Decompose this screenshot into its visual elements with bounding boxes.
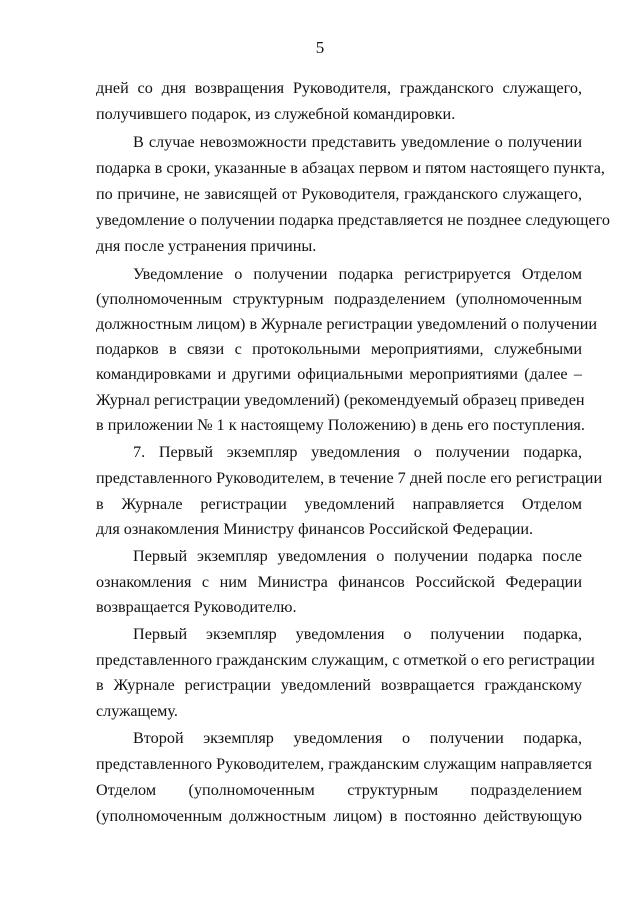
paragraph-6-line-1: Первый экземпляр уведомления о получении подарка, xyxy=(133,625,582,643)
paragraph-4-line-1: 7. Первый экземпляр уведомления о получении подарка, xyxy=(133,443,582,461)
paragraph-3-line-4: подарков в связи с протокольными мероприятиями, служебными xyxy=(96,340,582,358)
paragraph-3-line-6: Журнал регистрации уведомлений) (рекомендуемый образец приведен xyxy=(96,391,585,409)
paragraph-3-line-2: (уполномоченным структурным подразделением (уполномоченным xyxy=(96,290,582,308)
paragraph-6-line-3: в Журнале регистрации уведомлений возвращается гражданскому xyxy=(96,676,582,694)
paragraph-4-line-4: для ознакомления Министру финансов Российской Федерации. xyxy=(96,520,534,538)
paragraph-7-line-3: Отделом (уполномоченным структурным подразделением xyxy=(96,781,582,799)
paragraph-1-line-2: получившего подарок, из служебной командировки. xyxy=(96,105,456,123)
paragraph-4-line-2: представленного Руководителем, в течение 7 дней после его регистрации xyxy=(96,469,603,487)
paragraph-2-line-1: В случае невозможности представить уведомление о получении xyxy=(133,133,582,151)
paragraph-5-line-3: возвращается Руководителю. xyxy=(96,598,297,616)
paragraph-7-line-2: представленного Руководителем, гражданским служащим направляется xyxy=(96,755,592,773)
paragraph-4-line-3: в Журнале регистрации уведомлений направляется Отделом xyxy=(96,495,582,513)
paragraph-7-line-4: (уполномоченным должностным лицом) в постоянно действующую xyxy=(96,807,582,825)
paragraph-6-line-4: служащему. xyxy=(96,702,178,720)
paragraph-6-line-2: представленного гражданским служащим, с отметкой о его регистрации xyxy=(96,651,595,669)
paragraph-5-line-1: Первый экземпляр уведомления о получении подарка после xyxy=(133,547,582,565)
paragraph-2-line-4: уведомление о получении подарка представляется не позднее следующего xyxy=(96,211,610,229)
paragraph-2-line-2: подарка в сроки, указанные в абзацах первом и пятом настоящего пункта, xyxy=(96,159,605,177)
paragraph-5-line-2: ознакомления с ним Министра финансов Российской Федерации xyxy=(96,573,582,591)
paragraph-1-line-1: дней со дня возвращения Руководителя, гражданского служащего, xyxy=(96,79,582,97)
paragraph-2-line-5: дня после устранения причины. xyxy=(96,237,317,255)
paragraph-3-line-3: должностным лицом) в Журнале регистрации уведомлений о получении xyxy=(96,315,598,333)
paragraph-3-line-7: в приложении № 1 к настоящему Положению) в день его поступления. xyxy=(96,416,585,434)
paragraph-3-line-1: Уведомление о получении подарка регистрируется Отделом xyxy=(133,265,582,283)
paragraph-2-line-3: по причине, не зависящей от Руководителя, гражданского служащего, xyxy=(96,185,582,203)
paragraph-7-line-1: Второй экземпляр уведомления о получении подарка, xyxy=(133,729,582,747)
page-number: 5 xyxy=(315,38,325,57)
paragraph-3-line-5: командировками и другими официальными мероприятиями (далее – xyxy=(96,365,582,383)
